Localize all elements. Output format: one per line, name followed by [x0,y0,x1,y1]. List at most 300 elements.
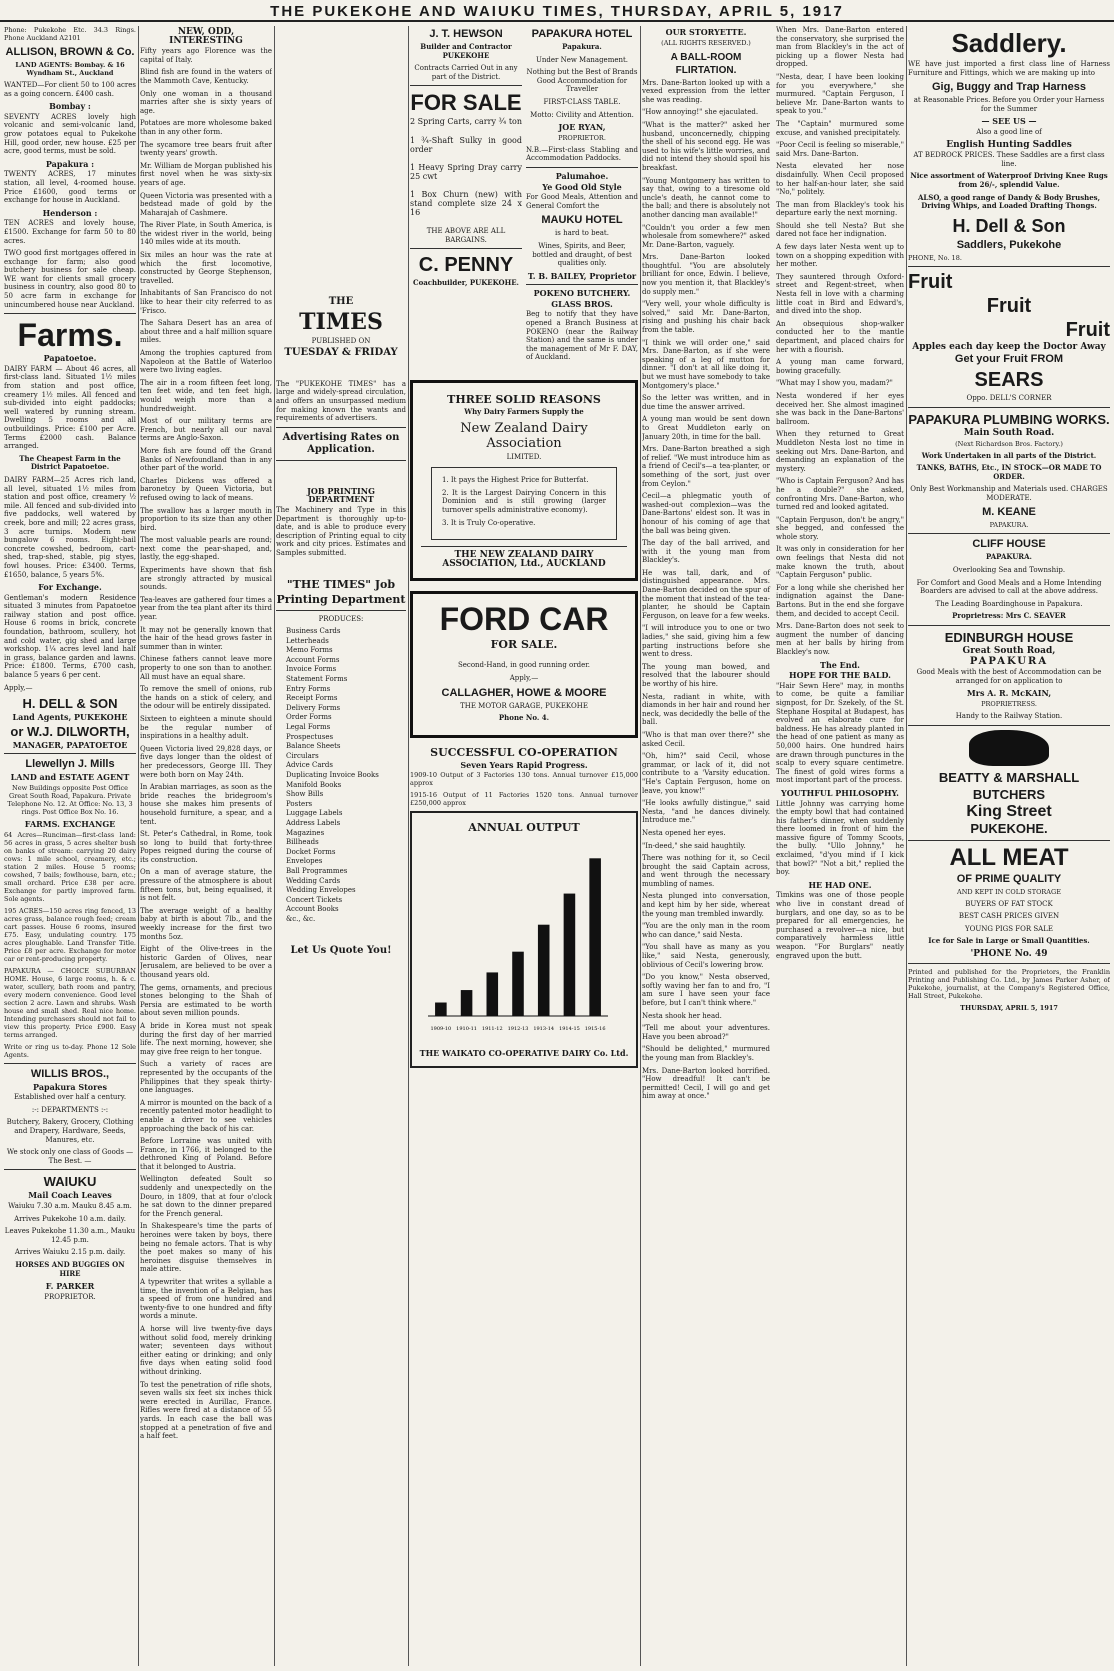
hunting-text: AT BEDROCK PRICES. These Saddles are a first class line. [913,151,1105,168]
product-item: Ball Programmes [286,866,348,875]
ford-sale: FOR SALE. [490,638,558,652]
annual-output: ANNUAL OUTPUT [468,821,580,835]
fruit-3: Fruit [1065,318,1110,341]
product-item: Advice Cards [286,761,333,770]
story-paragraph: "Very well, your whole difficulty is solved," said Mr. Dane-Barton, rising and pushing his chair back from the table. [642,300,770,335]
odd-fact-item: Charles Dickens was offered a baronetcy by Queen Victoria, but refused owing to lack of means. [140,476,272,502]
mail-3: Leaves Pukekohe 11.30 a.m., Mauku 12.45 p.m. [4,1227,136,1244]
chart-tick-label: 1909-10 [430,1026,452,1033]
chart-bar [538,925,550,1016]
odd-fact-item: A typewriter that writes a syllable a time, the invention of a Belgian, has a speed of from one hundred and twenty-five to one hundred and fifty words a minute. [140,1278,272,1321]
f-parker: F. PARKER [45,1281,95,1292]
suburban-home: PAPAKURA — CHOICE SUBURBAN HOME. House, 6 large rooms, h. & c. water, scullery, bath room and pantry, every modern convenience. Good level section 2 acre. Lawn and shrubs. Wash house and small shed. Real nice home. Intending purchasers should not fail to view this property. Price £900. Easy terms arranged. [4,966,136,1039]
only-best: Only Best Workmanship and Materials used. CHARGES MODERATE. [910,485,1108,502]
product-item: Wedding Cards [286,876,341,885]
ice-sale: Ice for Sale in Large or Small Quantities. [928,936,1090,946]
odd-fact-item: Blind fish are found in the waters of the Mammoth Cave, Kentucky. [140,68,272,85]
output-1915: 1915-16 Output of 11 Factories 1520 tons. Annual turnover £250,000 approx [410,791,638,808]
product-item: Delivery Forms [286,703,341,712]
job-printing-heading: JOB PRINTING DEPARTMENT [307,485,375,505]
papatoetoe-heading: Papatoetoe. [43,353,97,364]
story-paragraph: The day of the ball arrived, and with it the young man from Blackley's. [642,539,770,565]
story-paragraph: "Oh, him?" said Cecil, whose grammar, or lack of it, did not contribute to a 'Varsity education. "He's Captain Ferguson, home on leave, you know!" [642,752,770,795]
product-item: Entry Forms [286,684,331,693]
motto: Motto: Civility and Attention. [530,110,634,119]
odd-fact-item: A horse will live twenty-five days without solid food, merely drinking water; seventeen days without either eating or drinking; and only five days when eating solid food without drinking. [140,1324,272,1376]
odd-fact-item: Sixteen to eighteen a minute should be the regular number of inspirations in a healthy adult. [140,714,272,741]
meals-text: For Good Meals, Attention and General Comfort the [526,193,638,210]
story-paragraph: "Do you know," Nesta observed, softly waving her fan to and fro, "I am sure I have seen your face before, but I can't think where." [642,973,770,1007]
bombay-heading: Bombay : [49,101,91,112]
story-paragraph: The man from Blackley's took his departure early the next morning. [776,200,904,218]
product-item: Balance Sheets [286,742,341,751]
product-item: Envelopes [286,857,323,866]
product-item: Legal Forms [286,723,331,732]
sale-items [410,118,522,217]
column-storyette [642,26,904,1666]
saddlers-pukekohe: Saddlers, Pukekohe [956,238,1062,251]
hunting-saddles: English Hunting Saddles [946,139,1072,150]
story-paragraph: "You are the only man in the room who can dance," said Nesta. [642,922,770,939]
odd-fact-item: A bride in Korea must not speak during the first day of her married life. The next morning, however, she may give free reign to her tongue. [140,1021,272,1056]
column-rule [640,26,641,1666]
exchange-text: Gentleman's modern Residence situated 3 minutes from Papatoetoe railway station and post office. House 6 rooms in brick, concrete foundation, bathroom, scullery, hot and cold water, gig shed and large workshop. 1¼ acres level land half in grass, balance garden and lawns. Price: £1800. Terms, £700 cash, balance 5 years 6 per cent. [4,593,136,680]
apply-text: Apply,— [4,683,33,692]
next-richardson: (Next Richardson Bros. Factory.) [955,439,1063,448]
story-paragraph: The young man bowed, and resolved that the labourer should be worthy of his hire. [642,662,770,688]
the-word: THE [328,296,354,307]
output-1909: 1909-10 Output of 3 Factories 130 tons. Annual turnover £15,000 approx [410,771,638,788]
story-paragraph: Nesta wondered if her eyes deceived her. She almost imagined she was back in the Dane-Bartons' ballroom. [776,391,904,426]
product-item: Posters [286,799,313,808]
papakura-hotel: PAPAKURA HOTEL [531,28,633,40]
story-paragraph: A young man came forward, bowing gracefully. [776,358,904,375]
odd-fact-item: The swallow has a larger mouth in proportion to its size than any other bird. [140,506,272,532]
column-rule [906,26,907,1666]
sears: SEARS [974,369,1044,392]
papakura-bold: PAPAKURA [969,655,1049,667]
wanted-ad: WANTED—For client 50 to 100 acres as a going concern. £400 cash. [4,81,136,98]
times-job: "THE TIMES" Job [286,577,396,591]
mckain: Mrs A. R. McKAIN, [966,688,1052,699]
story-paragraph: "Tell me about your adventures. Have you been abroad?" [642,1024,770,1041]
nzdaa: THE NEW ZEALAND DAIRY ASSOCIATION, Ltd., AUCKLAND [442,550,606,569]
papakura-heading: Papakura : [45,158,95,169]
story-paragraph: An obsequious shop-walker conducted her to the mantle department, and placed chairs for her with a flourish. [776,319,904,354]
odd-fact-item: Chinese fathers cannot leave more property to one son than to another. All must have an equal share. [140,655,272,681]
masthead: THE PUKEKOHE AND WAIUKU TIMES, THURSDAY, APRIL 5, 1917 [0,0,1114,22]
story-paragraph: Nesta opened her eyes. [642,828,726,837]
product-item: Memo Forms [286,646,333,655]
story-paragraph: Mrs. Dane-Barton looked up with a vexed expression from the letter she was reading. [642,78,770,104]
hewson-sub: Builder and Contractor PUKEKOHE [420,42,512,60]
odd-fact-item: The River Plate, in South America, is the widest river in the world, being 140 miles wide at its mouth. [140,221,272,247]
odd-fact-item: Wellington defeated Soult so suddenly and unexpectedly on the Douro, in 1809, that at four o'clock he sat down to the dinner prepared for the French general. [140,1175,272,1218]
papakura-text: TWENTY ACRES, 17 minutes station, all level, 4-roomed house. Price £1600, good terms or exchange for house in Auckland. [4,170,136,205]
footer-date: THURSDAY, APRIL 5, 1917 [960,1003,1058,1012]
story-paragraph: Mrs. Dane-Barton looked horrified. "How dreadful! It can't be permitted! Cecil, I will go and get him away at once." [642,1066,770,1101]
story-paragraph: The "Captain" murmured some excuse, and vanished precipitately. [776,119,904,137]
column-business-ads [410,26,638,1666]
story-paragraph: Nesta, radiant in white, with diamonds in her hair and round her neck, was decidedly the belle of the ball. [642,692,770,727]
limited: LIMITED. [506,452,542,461]
odd-fact-item: In Arabian marriages, as soon as the bride reaches the bridegroom's house she makes him presents of household furniture, a spear, and a tent. [140,783,272,826]
plumbing-works: PAPAKURA PLUMBING WORKS. [908,411,1110,427]
coachbuilder: Coachbuilder, PUKEKOHE. [413,278,519,288]
odd-fact-item: Tea-leaves are gathered four times a year from the tea plant after its third year. [140,595,272,622]
odd-fact-item: Among the trophies captured from Napoleon at the Battle of Waterloo were two living eagles. [140,349,272,375]
dilworth: or W.J. DILWORTH, [10,723,130,739]
hewson-text: Contracts Carried Out in any part of the District. [414,64,518,81]
story-paragraph: "I think we will order one," said Mrs. Dane-Barton, as if she were speaking of a leg of mutton for dinner. "I don't at all like doing it, but we must have somebody to take Montgomery's place." [642,338,770,390]
chart-tick-label: 1911-12 [481,1026,503,1033]
odd-fact-item: More fish are found off the Grand Banks of Newfoundland than in any other part of the world. [140,446,272,473]
product-item: Address Labels [286,818,341,827]
hewson-title: J. T. HEWSON [429,28,503,40]
youthful-text: Little Johnny was carrying home the empty bowl that had contained his father's dinner, when suddenly there loomed in front of him the massive figure of Tommy Scoots, the bully. "Ullo Johnny," he exclaimed, "d'you mind if I kick that bowl?" "Not a bit," replied the boy. [776,799,904,877]
story-paragraph: "Young Montgomery has written to say that, owing to a tiresome old uncle's death, he cannot come to the ball; and there is absolutely not another dancing man available!" [642,176,770,219]
great-south-road: Great South Road, [962,646,1056,657]
butchers: BUTCHERS [972,786,1046,802]
times-blurb: The "PUKEKOHE TIMES" has a large and widely-spread circulation, and offers an unsurpassed medium for making known the wants and requirements of advertisers. [276,379,406,423]
stock-text: We stock only one class of Goods — The Best. — [6,1148,134,1165]
mills-address: New Buildings opposite Post Office Great South Road, Papakura. Private Telephone No. 12. At Office: No. 13, 3 rings. Post Office Box No. 16. [7,784,133,816]
story-paragraph: Nesta elevated her nose disdainfully. When Cecil proposed to her half-an-hour later, she said "No," politely. [776,162,904,197]
pokeno-butchery: POKENO BUTCHERY. [533,288,631,299]
youthful-heading: YOUTHFUL PHILOSOPHY. [781,787,899,798]
m-keane: M. KEANE [982,506,1036,519]
story-paragraph: "Nesta, dear, I have been looking for you everywhere," she murmured. "Captain Ferguson, I believe Mr. Dane-Barton wants to speak to you." [776,72,904,116]
ford-apply: Apply,— [509,673,539,682]
story-paragraph: Mrs. Dane-Barton does not seek to augment the number of dancing men at her balls by hiring from Blackley's now. [776,622,904,656]
handy-railway: Handy to the Railway Station. [955,712,1063,720]
wines: Wines, Spirits, and Beer, bottled and draught, of best qualities only. [532,241,632,268]
product-item: Account Forms [286,655,340,664]
work-undertaken: Work Undertaken in all parts of the District. [921,450,1097,460]
story-paragraph: "Should be delighted," murmured the young man from Blackley's. [642,1045,770,1062]
chart-tick-label: 1910-11 [456,1026,477,1033]
story-paragraph: A few days later Nesta went up to town on a shopping expedition with her mother. [776,243,904,269]
chart-bar [512,952,524,1016]
advertising-rates: Advertising Rates on Application. [282,431,400,455]
all-meat: ALL MEAT [949,843,1069,871]
odd-fact-item: To test the penetration of rifle shots, seven walls six feet six inches thick were erected in Aurillac, France. Rifles were fired at a distance of 55 yards. In each case the ball was stopped at a penetration of five and a half feet. [140,1380,272,1441]
story-paragraph: When Mrs. Dane-Barton entered the conservatory, she surprised the man from Blackley's in the act of picking up a flower Nesta had dropped. [776,26,904,69]
odd-fact-item: Experiments have shown that fish are strongly attracted by musical sounds. [140,566,272,592]
printed-notice: Printed and published for the Proprietors, the Franklin Printing and Publishing Co. Ltd., by James Parker Asher, of Pukekohe, journalist, at the Company's Registered Office, Hall Street, Pukekohe. [908,967,1110,1000]
product-item: Prospectuses [286,732,334,741]
story-paragraph: "Couldn't you order a few men wholesale from somewhere?" asked Mr. Dane-Barton, vaguely. [642,223,770,249]
saddlery-text: WE have just imported a first class line of Harness Furniture and Fittings, which we are making up into [908,60,1110,77]
good-old-style: Ye Good Old Style [542,181,622,192]
apples: Apples each day keep the Doctor Away [912,341,1106,352]
allison-brown-sub: LAND AGENTS: Bombay. & 16 Wyndham St., Auckland [15,61,125,77]
cheapest-farm: The Cheapest Farm in the District Papatoetoe. [19,453,121,472]
chart-bar [435,1003,447,1016]
story-paragraph: Should she tell Nesta? But she dared not face her indignation. [776,221,904,239]
hope-bald-text: "Hair Sewn Here" may, in months to come, be quite a familiar signpost, for Dr. Szekely, of the St. Stephane Hospital at Budapest, has evolved an elaborate cure for baldness. He has already planted in the head of one patient as many as 50,000 hairs. One hundred hairs are drawn through punctures in the scalp to every square centimetre. The finest of gold wires forms a most important part of the process. [776,681,904,785]
story-title: A BALL-ROOM FLIRTATION. [670,51,742,76]
hotel-text: Nothing but the Best of Brands Good Accommodation for Traveller [526,68,638,94]
fruit-1: Fruit [908,270,953,293]
odd-fact-item: The Sahara Desert has an area of about three and a half million square miles. [140,319,272,345]
dairy-farm-1: DAIRY FARM — About 46 acres, all first-class land. Situated 1½ miles from station and post office, creamery 1½ miles. All fenced and sub-divided into eight paddocks; well watered by running stream. Dwelling 5 rooms and all outbuildings. Price: £100 per Acre. Terms £2000 cash. Balance arranged. [4,364,136,451]
palumahoe: Palumahoe. [555,170,609,181]
odd-fact-item: Inhabitants of San Francisco do not like to hear their city referred to as 'Frisco. [140,289,272,315]
why-dairy: Why Dairy Farmers Supply the [464,407,584,417]
storyette-heading: OUR STORYETTE. [665,27,747,37]
reason-item: 1. It pays the Highest Price for Butterfat. [442,476,589,485]
phone-18: PHONE, No. 18. [908,253,962,262]
knee-rugs: Nice assortment of Waterproof Driving Knee Rugs from 26/-, splendid Value. [910,171,1108,189]
odd-fact-item: The average weight of a healthy baby at birth is about 7lb., and the weekly increase for the first two months 5oz. [140,906,272,941]
odd-fact-item: The most valuable pearls are round; next come the pear-shaped, and, lastly, the egg-shaped. [140,536,272,562]
odd-fact-item: The gems, ornaments, and precious stones belonging to the Shah of Persia are estimated to be worth about seven million pounds. [140,983,272,1018]
sale-item: 2 Spring Carts, carry ¾ ton [410,117,522,127]
reasonable: at Reasonable Prices. Before you Order your Harness for the Summer [913,96,1105,113]
story-part-1 [642,79,770,1101]
mauku-hotel: MAUKU HOTEL [541,214,623,227]
cold-storage: AND KEPT IN COLD STORAGE [957,887,1061,896]
henderson-heading: Henderson : [42,207,98,218]
story-paragraph: "Captain Ferguson, don't be angry," she begged, and confessed the whole story. [776,515,904,541]
garage: THE MOTOR GARAGE, PUKEKOHE [460,701,588,710]
glass-text: Beg to notify that they have opened a Branch Business at POKENO (near the Railway Station) and the same is under the management of Mr F. DAY, of Auckland. [526,310,638,362]
chart-bar [564,894,576,1016]
produces-label: PRODUCES: [318,614,364,623]
land-agents: Land Agents, PUKEKOHE [12,712,128,723]
farms-title: Farms. [17,317,123,354]
ford-text: Second-Hand, in good running order. [457,661,591,670]
bailey: T. B. BAILEY, Proprietor [527,270,637,281]
seven-years: Seven Years Rapid Progress. [460,759,588,770]
first-class-table: FIRST-CLASS TABLE. [543,97,621,106]
hope-bald-heading: HOPE FOR THE BALD. [789,670,891,681]
published-on: PUBLISHED ON [311,336,371,345]
job-printing-text: The Machinery and Type in this Department is thoroughly up-to-date, and is able to produce every description of Printing equal to city work and city prices. Estimates and Samples submitted. [276,505,406,557]
chart-tick-label: 1914-15 [559,1026,580,1033]
chart-bar [461,990,473,1016]
waiuku-title: WAIUKU [43,1174,97,1190]
saddlery-title: Saddlery. [951,28,1067,58]
ford-car: FORD CAR [439,601,609,638]
dairy-farm-2: DAIRY FARM—25 Acres rich land, all level, situated 1½ miles from station and post office, creamery ½ mile. All fenced and sub-divided into five paddocks, well watered by creek, bore and mill; 22 acres grass, 3 acre turnips. Modern new bungalow 6 rooms. Eight-bail concrete cowshed, bedroom, cart-shed, trap-shed, stable, pig styes, fowl houses. Price: £3400. Terms, £1650, balance, 5 years 5%. [4,475,136,579]
odd-fact-item: Only one woman in a thousand marries after she is sixty years of age. [140,89,272,115]
horses-buggies: HORSES AND BUGGIES ON HIRE [15,1259,125,1278]
story-paragraph: Cecil—a phlegmatic youth of washed-out complexion—was the Dane-Bartons' eldest son. It was in honour of his coming of age that the ball was being given. [642,492,770,535]
story-paragraph: There was nothing for it, so Cecil brought the said Captain across, and went through the necessary mumbling of names. [642,854,770,888]
bombay-text: SEVENTY ACRES lovely high volcanic and semi-volcanic land, grow potatoes equal to Pukekohe Hill, good order, new house. £25 per acre, good terms, must be sold. [4,112,136,156]
product-item: Circulars [286,751,319,760]
story-paragraph: "What may I show you, madam?" [776,379,893,388]
papakura-stores: Papakura Stores [33,1081,107,1092]
stabling: N.B.—First-class Stabling and Accommodation Paddocks. [526,145,638,163]
story-paragraph: A young man would be sent down to Great Muddleton early on January 20th, in time for the ball. [642,415,770,441]
cliff-comfort: For Comfort and Good Meals and a Home Intending Boarders are advised to call at the above address. [916,578,1102,596]
product-item: Manifold Books [286,780,342,789]
mail-coach: Mail Coach Leaves [28,1190,112,1201]
hotel-place: Papakura. [562,42,602,51]
odd-fact-item: It may not be generally known that the hair of the head grows faster in summer than in winter. [140,625,272,651]
mortgages-text: TWO good first mortgages offered in exchange for farm; also good butchery business for sale cheap. WE want for clients small grocery business in country, also good 80 to 50 acre farm in exchange for unincumbered house near Auckland. [4,249,136,309]
joe-ryan: JOE RYAN, [558,122,606,133]
sale-item: 1 ¾-Shaft Sulky in good order [410,135,522,154]
established: Established over half a century. [13,1093,127,1102]
story-paragraph: He was tall, dark, and of distinguished appearance. Mrs. Dane-Barton decided on the spur of the moment that instead of the tea-planter, he should be Captain Ferguson, on leave for a few weeks. [642,568,770,620]
odd-fact-item: A mirror is mounted on the back of a recently patented motor headlight to enable a driver to see vehicles approaching the back of his car. [140,1098,272,1133]
product-item: Luggage Labels [286,809,343,818]
chart-bar [487,973,499,1017]
product-item: Business Cards [286,627,341,636]
odd-facts-list [140,47,272,1441]
odd-fact-item: Before Lorraine was united with France, in 1766, it belonged to the dethroned King of Poland. Before that it belonged to Austria. [140,1137,272,1171]
quote-text: Let Us Quote You! [290,944,392,956]
reason-item: 3. It is Truly Co-operative. [442,518,536,527]
odd-fact-item: Fifty years ago Florence was the capital of Italy. [140,47,272,64]
product-item: Billheads [286,838,319,847]
coop-title: SUCCESSFUL CO-OPERATION [430,745,618,759]
odd-fact-item: Six miles an hour was the rate at which the first locomotive, constructed by George Stephenson, travelled. [140,251,272,285]
odd-fact-item: Potatoes are more wholesome baked than in any other form. [140,119,272,136]
brushes: ALSO, a good range of Dandy & Body Brushes, Driving Whips, and Loaded Drafting Thongs. [917,192,1101,211]
cliff-papakura: PAPAKURA. [986,552,1032,562]
manager-papatoetoe: MANAGER, PAPATOETOE [12,739,128,750]
odd-fact-item: On a man of average stature, the pressure of the atmosphere is about fifteen tons, but, being equalised, it is not felt. [140,868,272,903]
product-item: Docket Forms [286,847,336,856]
three-reasons: THREE SOLID REASONS [447,393,601,407]
get-fruit: Get your Fruit FROM [954,353,1064,366]
also-line: Also a good line of [976,127,1042,136]
story-paragraph: "Who is Captain Ferguson? And has he a double?" she asked, confronting Mrs. Dane-Barton, who turned red and looked agitated. [776,477,904,512]
mail-1: Waiuku 7.30 a.m. Mauku 8.45 a.m. [8,1201,132,1210]
he-had-one-heading: HE HAD ONE. [808,879,872,890]
prime-quality: OF PRIME QUALITY [956,872,1062,885]
departments: :-: DEPARTMENTS :-: [31,1105,109,1114]
chart-tick-label: 1915-16 [584,1026,606,1033]
the-end: The End. [820,659,860,670]
waikato-co: THE WAIKATO CO-OPERATIVE DAIRY Co. Ltd. [419,1047,629,1058]
chart-tick-label: 1912-13 [507,1026,529,1033]
edinburgh-meals: Good Meals with the best of Accommodation can be arranged for on application to [916,668,1102,685]
story-paragraph: "Who is that man over there?" she asked Cecil. [642,730,770,748]
product-item: Wedding Envelopes [286,886,356,895]
story-paragraph: "How annoying!" she ejaculated. [642,108,759,117]
buyers-fat-stock: BUYERS OF FAT STOCK [965,899,1053,908]
story-paragraph: "He looks awfully distingue," said Nesta, "and he dances divinely. Introduce me." [642,799,770,825]
keane-papakura: PAPAKURA. [989,521,1029,530]
edinburgh-house: EDINBURGH HOUSE [944,630,1074,646]
glass-bros: GLASS BROS. [551,298,613,309]
column-rule [138,26,139,1666]
sale-item: 1 Box Churn (new) with stand complete size 24 x 16 [410,190,522,217]
odd-fact-item: To remove the smell of onions, rub the hands on a stick of celery, and the odour will be entirely dissipated. [140,685,272,711]
publish-days: TUESDAY & FRIDAY [284,347,398,359]
dept-list: Butchery, Bakery, Grocery, Clothing and Drapery, Hardware, Seeds, Manures, etc. [6,1118,134,1144]
product-item: Order Forms [286,713,332,722]
overlooking: Overlooking Sea and Township. [952,566,1066,575]
h-dell-son-saddlers: H. Dell & Son [952,215,1066,236]
odd-fact-item: In Shakespeare's time the parts of heroines were taken by boys, there being no female actors. That is why the poet makes so many of his heroines disguise themselves in male attire. [140,1222,272,1274]
nz-dairy: New Zealand Dairy Association [460,420,588,451]
tanks: TANKS, BATHS, Etc., IN STOCK—OR MADE TO ORDER. [916,463,1102,481]
mills-name: Llewellyn J. Mills [25,758,115,771]
parker-proprietor: PROPRIETOR. [44,1292,96,1301]
story-paragraph: "What is the matter?" asked her husband, unconcernedly, chipping the shell of his second egg. He was used to his wife's little worries, and did not intend they should spoil his breakfast. [642,120,770,172]
product-item: Account Books [286,905,339,914]
exchange-heading: For Exchange. [38,582,102,593]
rights-reserved: (ALL RIGHTS RESERVED.) [661,38,751,47]
printing-department: Printing Department [276,592,406,606]
allison-brown-title: ALLISON, BROWN & Co. [5,46,135,58]
product-item: Show Bills [286,790,324,799]
write-text: Write or ring us to-day. Phone 12 Sole Agents. [4,1042,136,1059]
young-pigs: YOUNG PIGS FOR SALE [965,924,1053,933]
land-estate-agent: LAND and ESTATE AGENT [10,772,130,783]
odd-heading: NEW, ODD, INTERESTING [169,27,243,46]
story-paragraph: It was only in consideration for her own feelings that Nesta did not make known the truth, about "Captain Ferguson" public. [776,545,904,580]
column-land-agents [4,26,136,1666]
product-item: Receipt Forms [286,694,338,703]
product-item: Magazines [286,828,325,837]
king-street: King Street [966,802,1052,820]
mauku-sub: is hard to beat. [555,229,609,238]
bargains: THE ABOVE ARE ALL BARGAINS. [426,227,506,244]
willis-bros: WILLIS BROS., [30,1067,110,1080]
story-paragraph: When they returned to Great Muddleton Nesta lost no time in seeking out Mrs. Dane-Barton, and demanding an explanation of the mystery. [776,430,904,473]
chart-bar [589,859,601,1017]
product-item: Statement Forms [286,675,348,684]
ryan-proprietor: PROPRIETOR. [558,133,606,142]
odd-fact-item: St. Peter's Cathedral, in Rome, took so long to build that forty-three Popes reigned during the course of its construction. [140,830,272,864]
farms-exchange-heading: FARMS. EXCHANGE [24,819,116,829]
mail-4: Arrives Waiuku 2.15 p.m. daily. [14,1248,126,1257]
reason-item: 2. It is the Largest Dairying Concern in this Dominion and is still growing (larger turnover spells administrative economy). [442,488,606,514]
column-rule [274,26,275,1666]
story-paragraph: "I will introduce you to one or two ladies," she said, giving him a few parting instructions before she went to dress. [642,624,770,659]
callagher: CALLAGHER, HOWE & MOORE [441,686,607,699]
product-item: Invoice Forms [286,665,337,674]
times-title: TIMES [299,308,383,335]
best-cash: BEST CASH PRICES GIVEN [958,912,1060,921]
column-rule [408,26,409,1666]
h-dell-son: H. DELL & SON [22,696,118,712]
farm-64: 64 Acres—Runciman—first-class land: 56 acres in grass, 5 acres shelter bush on banks of stream: carrying 20 dairy cows: 1 mile school, creamery, etc.; station 2 miles. House 5 rooms; cowshed, 7 bails; fowlhouse, barn, etc.; small orchard. Price £38 per acre. Exchange for partly improved farm. Sole agents. [4,830,136,903]
bull-illustration [969,730,1049,766]
story-paragraph: "In-deed," she said haughtily. [642,841,746,850]
c-penny: C. PENNY [418,254,514,277]
sale-item: 1 Heavy Spring Dray carry 25 cwt [410,163,522,181]
cliff-house: CLIFF HOUSE [972,538,1046,551]
farm-195: 195 ACRES—150 acres ring fenced, 13 acres grass, balance rough feed; cream cart passes. House 6 rooms, insured £75. Easy, undulating country. 175 acres ploughable. Land Transfer Title. Price £8 per acre. Exchange for motor car or rent-producing property. [4,906,136,963]
odd-fact-item: Mr. William de Morgan published his first novel when he was sixty-six years of age. [140,161,272,187]
main-south-road: Main South Road. [963,427,1055,438]
column-odd-interesting [140,26,272,1666]
column-times [276,26,406,1666]
gig-buggy: Gig, Buggy and Trap Harness [931,81,1087,94]
beatty-marshall: BEATTY & MARSHALL [938,769,1080,785]
sears-sub: Oppo. DELL'S CORNER [966,394,1052,403]
phone-49: 'PHONE No. 49 [970,948,1048,959]
product-item: Letterheads [286,636,329,645]
odd-fact-item: The air in a room fifteen feet long, ten feet wide, and ten feet high, would weigh more than a hundredweight. [140,378,272,413]
pukekohe-bold: PUKEKOHE. [970,820,1048,836]
mckain-proprietress: PROPRIETRESS. [981,700,1037,708]
product-item: &c., &c. [286,914,316,923]
for-sale-title: FOR SALE [410,90,522,116]
see-us: — SEE US — [981,116,1037,127]
phone-4: Phone No. 4. [498,713,550,723]
odd-fact-item: Queen Victoria lived 29,828 days, or five days longer than the oldest of her predecessors, George III. They were both born on May 24th. [140,744,272,779]
